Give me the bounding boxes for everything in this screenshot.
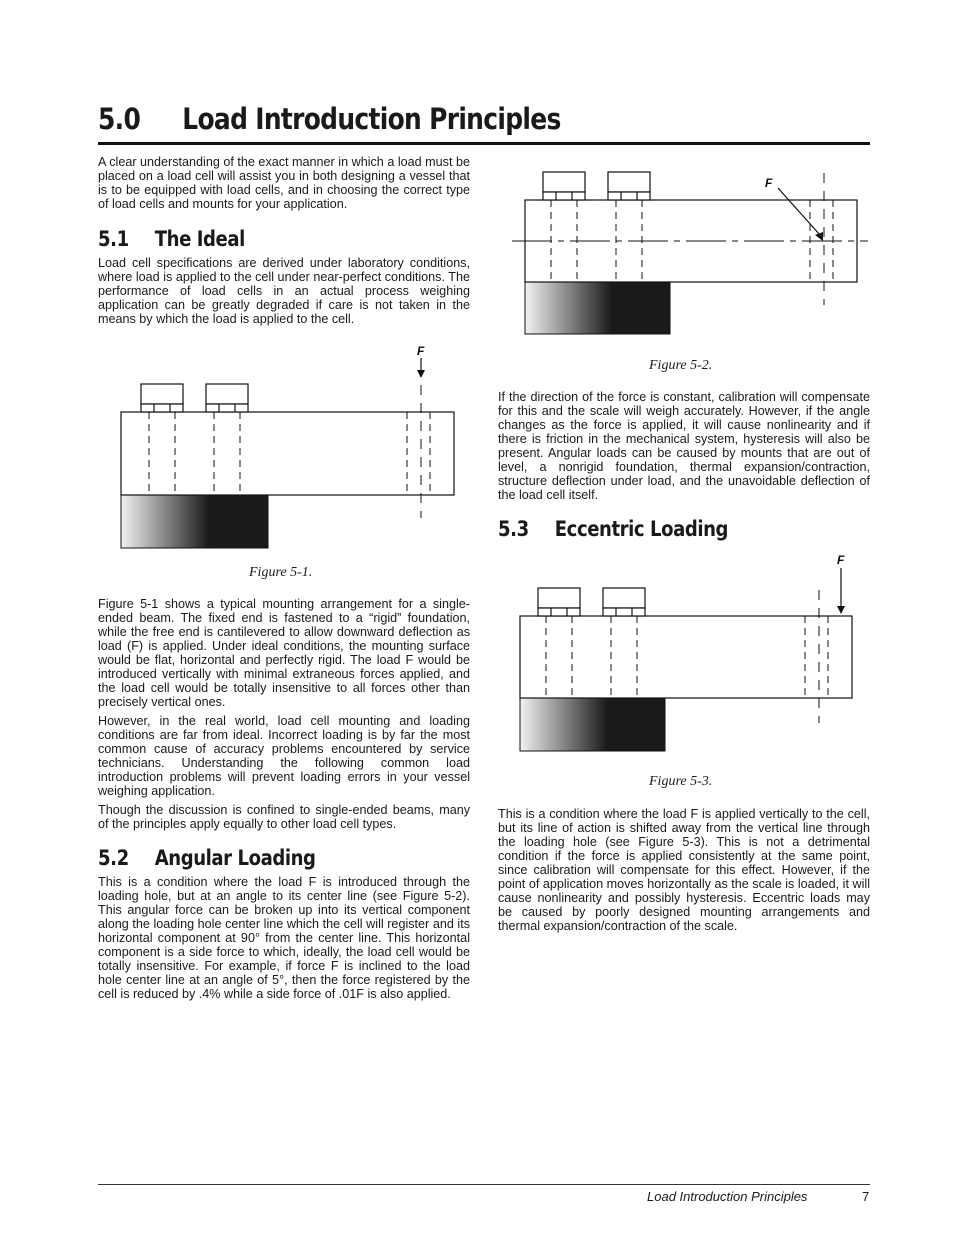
figure-5-2-caption: Figure 5-2. [649, 358, 713, 373]
section-heading-number: 5.1 [98, 227, 129, 251]
mounting-bolt-1 [141, 384, 183, 412]
section-number: 5.0 [98, 102, 141, 136]
section-heading-angular [98, 846, 316, 870]
figure-5-1-caption: Figure 5-1. [249, 565, 313, 580]
angular-paragraph-2: If the direction of the force is constant, calibration will compensate for this and the scale will weigh accurately. However, if the angle changes as the force is applied, it will cause nonlinearity and if there is friction in the mechanical system, hysteresis will also be present. Angular loads can be caused by mounts that are out of level, a nonrigid foundation, thermal expansion/contraction, structure deflection under load, and the unavoidable deflection of the load cell itself. [498, 390, 870, 502]
mounting-bolt-1 [538, 588, 580, 616]
load-cell-beam [520, 616, 852, 698]
ideal-paragraph-3: However, in the real world, load cell mounting and loading conditions are far from ideal. Incorrect loading is by far the most common cause of accuracy problems encountered by service technicians. Understanding the following common load introduction problems will prevent loading errors in your vessel weighing application. [98, 714, 470, 798]
footer-rule [98, 1184, 870, 1185]
force-arrow-head [417, 370, 425, 378]
figure-5-3-diagram [510, 550, 870, 760]
ideal-paragraph-4: Though the discussion is confined to single-ended beams, many of the principles apply equally to other load cell types. [98, 803, 470, 831]
footer-running-title: Load Introduction Principles [647, 1189, 808, 1204]
ideal-paragraph-2: Figure 5-1 shows a typical mounting arrangement for a single-ended beam. The fixed end is fastened to a “rigid” foundation, while the free end is cantilevered to allow downward deflection as load (F) is applied. Under ideal conditions, the mounting surface would be flat, horizontal and perfectly rigid. The load F would be introduced vertically with minimal extraneous forces applied, and the load cell would be totally insensitive to all forces other than precisely vertical ones. [98, 597, 470, 709]
mounting-bolt-2 [608, 172, 650, 200]
figure-5-1-diagram [110, 340, 470, 555]
figure-5-2-diagram [510, 165, 870, 340]
angular-paragraph-1: This is a condition where the load F is introduced through the loading hole, but at an angle to its center line (see Figure 5-2). This angular force can be broken up into its vertical component along the loading hole center line which the cell will register and its horizontal component at 90° from the center line. This horizontal component is a side force to which, ideally, the load cell would be totally insensitive. For example, if force F is inclined to the load hole center line at an angle of 5°, then the force registered by the cell is reduced by .4% while a side force of .01F is also applied. [98, 875, 470, 1001]
figure-5-3-caption: Figure 5-3. [649, 774, 713, 789]
section-heading-number: 5.2 [98, 846, 129, 870]
mounting-bolt-2 [603, 588, 645, 616]
section-heading-number: 5.3 [498, 517, 529, 541]
page-number: 7 [862, 1189, 870, 1204]
force-arrow-head [837, 606, 845, 614]
ideal-paragraph-1: Load cell specifications are derived under laboratory conditions, where load is applied to the cell under near-perfect conditions. The performance of load cells in an actual process weighing application can be greatly degraded if care is not taken in the means by which the load is applied to the cell. [98, 256, 470, 326]
section-heading-eccentric [498, 517, 728, 541]
load-cell-beam [121, 412, 454, 495]
force-label-f: F [417, 344, 425, 358]
section-heading-ideal [98, 227, 245, 251]
force-label-f: F [837, 553, 845, 567]
page-title-text: Load Introduction Principles [182, 102, 561, 136]
page-title [98, 102, 561, 136]
foundation-block [525, 282, 670, 334]
eccentric-paragraph-1: This is a condition where the load F is applied vertically to the cell, but its line of action is shifted away from the vertical line through the loading hole (see Figure 5-3). This is not a detrimental condition if the force is applied consistently at the same point, since calibration will compensate for this effect. However, if the point of application moves horizontally as the scale is loaded, it will cause nonlinearity and possibly hysteresis. Eccentric loads may be caused by poorly designed mounting arrangements and thermal expansion/contraction of the scale. [498, 807, 870, 933]
section-heading-title: The Ideal [154, 227, 245, 251]
force-label-f: F [765, 176, 773, 190]
title-rule [98, 142, 870, 145]
section-heading-title: Eccentric Loading [554, 517, 729, 541]
section-heading-title: Angular Loading [154, 846, 316, 870]
foundation-block [121, 495, 268, 548]
foundation-block [520, 698, 665, 751]
mounting-bolt-2 [206, 384, 248, 412]
intro-paragraph: A clear understanding of the exact manner in which a load must be placed on a load cell will assist you in both designing a vessel that is to be equipped with load cells, and in choosing the correct type of load cells and mounts for your application. [98, 155, 470, 211]
mounting-bolt-1 [543, 172, 585, 200]
